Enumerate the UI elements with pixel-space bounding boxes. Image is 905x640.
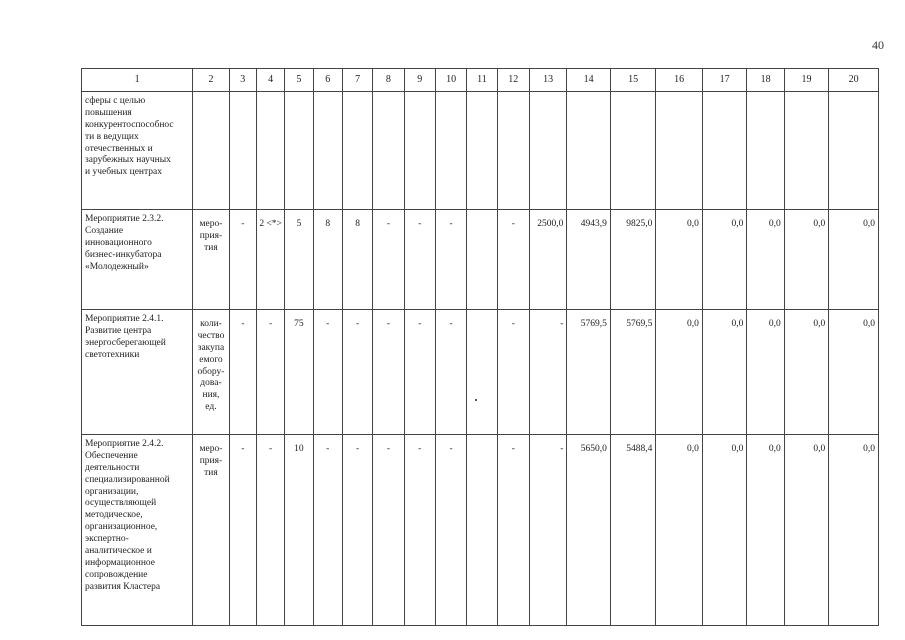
value-cell <box>610 92 656 210</box>
column-header: 16 <box>656 69 703 92</box>
value-cell <box>467 210 497 310</box>
value-cell: 0,0 <box>747 210 784 310</box>
table-row <box>82 92 879 210</box>
table-row <box>82 310 879 435</box>
value-cell: - <box>404 435 435 626</box>
value-cell: - <box>497 210 529 310</box>
column-header: 14 <box>567 69 610 92</box>
activity-name-line: информационное <box>85 557 156 568</box>
activity-name-cell <box>82 435 193 626</box>
value-cell: - <box>404 310 435 435</box>
value-cell: 5488,4 <box>610 435 656 626</box>
column-header: 18 <box>747 69 784 92</box>
value-cell: - <box>373 435 404 626</box>
value-cell: 2 <*> <box>256 210 284 310</box>
activity-name-line: аналитическое и <box>85 545 152 556</box>
value-cell <box>567 92 610 210</box>
value-cell <box>702 92 747 210</box>
value-cell <box>373 92 404 210</box>
unit-line: ния, <box>202 390 220 401</box>
value-cell: - <box>342 310 372 435</box>
column-header: 9 <box>404 69 435 92</box>
value-cell: - <box>529 435 566 626</box>
value-cell: 10 <box>285 435 313 626</box>
value-cell: 2500,0 <box>529 210 566 310</box>
value-cell: - <box>229 435 256 626</box>
value-cell: - <box>373 310 404 435</box>
column-header: 15 <box>610 69 656 92</box>
unit-cell <box>193 210 229 310</box>
unit-line: обору- <box>197 366 225 377</box>
column-header: 20 <box>829 69 879 92</box>
activity-name-line: и учебных центрах <box>85 167 162 178</box>
activity-name-line: повышения <box>85 107 132 118</box>
unit-cell <box>193 310 229 435</box>
value-cell: 0,0 <box>702 310 747 435</box>
value-cell: 0,0 <box>829 310 879 435</box>
value-cell: 0,0 <box>784 435 829 626</box>
activity-name-line: Мероприятие 2.4.1. <box>85 314 164 324</box>
value-cell: - <box>229 210 256 310</box>
value-cell: - <box>435 210 466 310</box>
value-cell: 8 <box>313 210 342 310</box>
activity-name-line: деятельности <box>85 462 140 473</box>
activity-name-line: экспертно- <box>85 534 129 544</box>
unit-line: прия- <box>199 230 223 241</box>
activity-name-line: специализированной <box>85 474 170 485</box>
value-cell: 0,0 <box>702 435 747 626</box>
unit-line: емого <box>199 354 223 365</box>
column-header: 1 <box>82 69 193 92</box>
activity-name-line: сопровождение <box>85 569 148 580</box>
value-cell: 0,0 <box>656 435 703 626</box>
activity-name-line: отечественных и <box>85 143 153 154</box>
value-cell: 0,0 <box>784 210 829 310</box>
value-cell: 8 <box>342 210 372 310</box>
activity-name-line: Мероприятие 2.4.2. <box>85 439 164 449</box>
column-header: 8 <box>373 69 404 92</box>
value-cell: - <box>404 210 435 310</box>
unit-cell <box>193 92 229 210</box>
value-cell: 0,0 <box>784 310 829 435</box>
column-header: 6 <box>313 69 342 92</box>
value-cell: - <box>342 435 372 626</box>
column-header: 11 <box>467 69 497 92</box>
activity-name-line: зарубежных научных <box>85 155 171 166</box>
value-cell: - <box>256 310 284 435</box>
value-cell: - <box>497 435 529 626</box>
value-cell: 0,0 <box>829 210 879 310</box>
unit-line: тия <box>204 467 218 478</box>
value-cell: - <box>373 210 404 310</box>
value-cell: 0,0 <box>747 435 784 626</box>
value-cell: 0,0 <box>829 435 879 626</box>
data-table <box>81 68 879 626</box>
activity-name-line: развития Кластера <box>85 581 161 592</box>
activity-name-line: организационное, <box>85 522 158 533</box>
activity-name-line: бизнес-инкубатора <box>85 249 162 260</box>
column-header: 4 <box>256 69 284 92</box>
unit-line: меро- <box>199 219 223 229</box>
value-cell: - <box>497 310 529 435</box>
unit-line: прия- <box>199 455 223 466</box>
value-cell <box>784 92 829 210</box>
value-cell: - <box>529 310 566 435</box>
activity-name-cell <box>82 210 193 310</box>
table-row <box>82 435 879 626</box>
activity-name-line: энергосберегающей <box>85 337 166 348</box>
unit-cell <box>193 435 229 626</box>
unit-line: ед. <box>205 402 217 413</box>
value-cell: 0,0 <box>702 210 747 310</box>
column-header: 13 <box>529 69 566 92</box>
value-cell: 5 <box>285 210 313 310</box>
activity-name-line: «Молодежный» <box>85 261 149 272</box>
value-cell: 75 <box>285 310 313 435</box>
value-cell <box>229 92 256 210</box>
value-cell <box>467 310 497 435</box>
activity-name-line: осуществляющей <box>85 498 157 509</box>
value-cell <box>829 92 879 210</box>
value-cell <box>313 92 342 210</box>
value-cell: - <box>313 310 342 435</box>
column-header: 5 <box>285 69 313 92</box>
value-cell: 0,0 <box>656 210 703 310</box>
column-header: 17 <box>702 69 747 92</box>
value-cell: 5650,0 <box>567 435 610 626</box>
unit-line: коли- <box>200 319 222 329</box>
value-cell: - <box>313 435 342 626</box>
activity-name-line: сферы с целью <box>85 96 146 106</box>
column-header: 10 <box>435 69 466 92</box>
unit-line: меро- <box>199 444 223 454</box>
value-cell <box>256 92 284 210</box>
activity-name-line: Создание <box>85 225 124 236</box>
activity-name-line: организации, <box>85 486 139 497</box>
unit-line: дова- <box>200 378 222 389</box>
unit-line: тия <box>204 242 218 253</box>
activity-name-line: Мероприятие 2.3.2. <box>85 214 164 224</box>
activity-name-cell <box>82 92 193 210</box>
value-cell <box>529 92 566 210</box>
table-row <box>82 210 879 310</box>
activity-name-line: светотехники <box>85 349 140 360</box>
value-cell <box>656 92 703 210</box>
value-cell <box>435 92 466 210</box>
activity-name-line: методическое, <box>85 510 143 521</box>
scan-speck <box>475 399 477 401</box>
value-cell <box>285 92 313 210</box>
activity-name-line: Развитие центра <box>85 325 152 336</box>
unit-line: чество <box>197 330 225 341</box>
activity-name-cell <box>82 310 193 435</box>
value-cell <box>342 92 372 210</box>
column-header: 3 <box>229 69 256 92</box>
value-cell <box>404 92 435 210</box>
value-cell <box>497 92 529 210</box>
value-cell: 0,0 <box>747 310 784 435</box>
value-cell: 0,0 <box>656 310 703 435</box>
column-header: 12 <box>497 69 529 92</box>
value-cell: - <box>435 435 466 626</box>
value-cell: 4943,9 <box>567 210 610 310</box>
activity-name-line: ти в ведущих <box>85 131 139 142</box>
activity-name-line: конкурентоспособнос <box>85 119 174 130</box>
value-cell: - <box>256 435 284 626</box>
column-header: 7 <box>342 69 372 92</box>
activity-name-line: инновационного <box>85 237 152 248</box>
page-number: 40 <box>872 38 884 52</box>
column-header: 2 <box>193 69 229 92</box>
value-cell <box>467 435 497 626</box>
header-row <box>82 69 879 92</box>
value-cell: 5769,5 <box>567 310 610 435</box>
value-cell: 9825,0 <box>610 210 656 310</box>
activity-name-line: Обеспечение <box>85 450 138 461</box>
column-header: 19 <box>784 69 829 92</box>
value-cell <box>467 92 497 210</box>
unit-line: закупа <box>197 342 225 353</box>
value-cell <box>747 92 784 210</box>
value-cell: - <box>229 310 256 435</box>
value-cell: 5769,5 <box>610 310 656 435</box>
value-cell: - <box>435 310 466 435</box>
